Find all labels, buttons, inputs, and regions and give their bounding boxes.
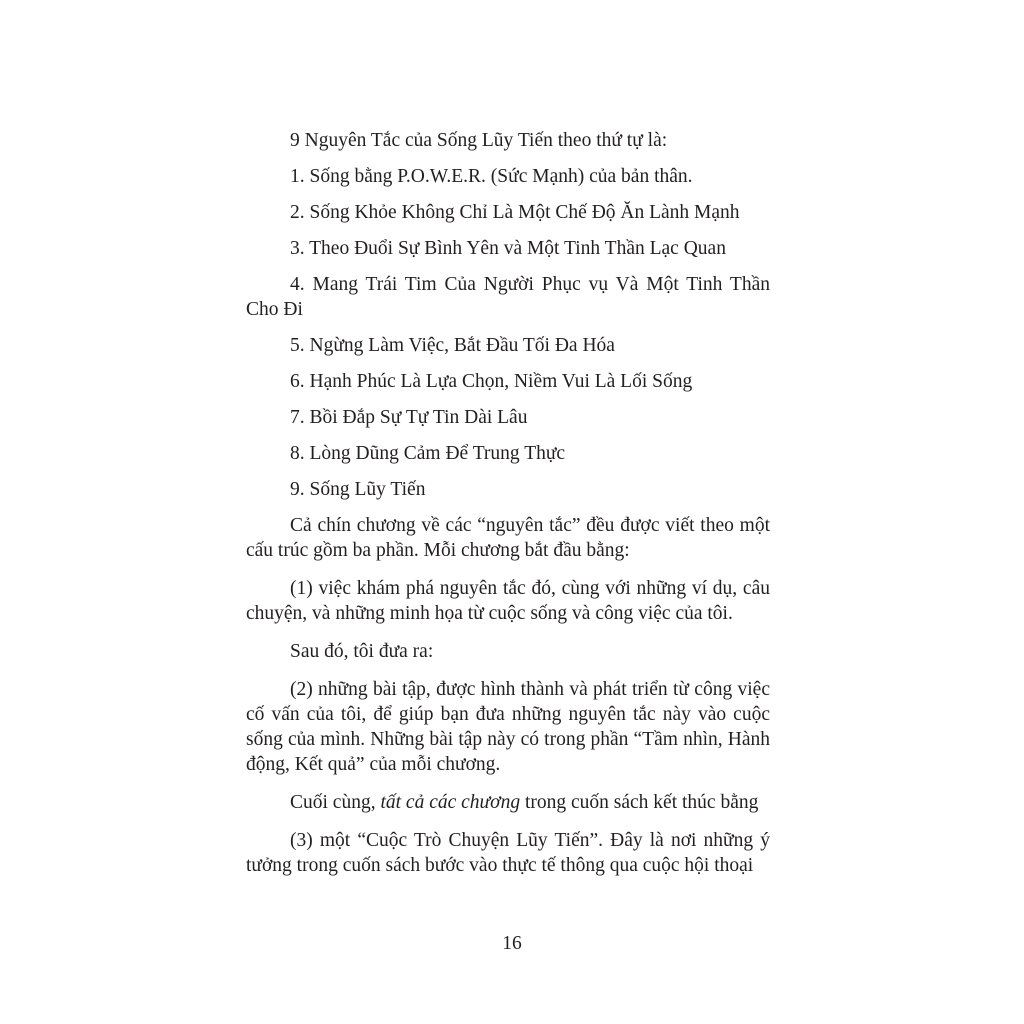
structure-paragraph: Cả chín chương về các “nguyên tắc” đều được viết theo một cấu trúc gồm ba phần. Mỗi chương bắt đầu bằng:	[246, 515, 770, 561]
finally-text-italic: tất cả các chương	[380, 792, 521, 813]
principle-item: 9. Sống Lũy Tiến	[290, 479, 426, 500]
principle-item: 2. Sống Khỏe Không Chỉ Là Một Chế Độ Ăn Lành Mạnh	[290, 202, 740, 223]
principle-item: 6. Hạnh Phúc Là Lựa Chọn, Niềm Vui Là Lối Sống	[290, 371, 693, 392]
part-one-paragraph: (1) việc khám phá nguyên tắc đó, cùng với những ví dụ, câu chuyện, và những minh họa từ cuộc sống và công việc của tôi.	[246, 578, 770, 624]
principle-item: 8. Lòng Dũng Cảm Để Trung Thực	[290, 443, 566, 464]
part-three-paragraph: (3) một “Cuộc Trò Chuyện Lũy Tiến”. Đây là nơi những ý tưởng trong cuốn sách bước vào thực tế thông qua cuộc hội thoại	[246, 830, 770, 876]
finally-paragraph	[246, 790, 770, 815]
principle-item: 5. Ngừng Làm Việc, Bắt Đầu Tối Đa Hóa	[290, 335, 615, 356]
finally-text-end: trong cuốn sách kết thúc bằng	[520, 792, 759, 813]
page-number: 16	[502, 933, 522, 954]
then-paragraph: Sau đó, tôi đưa ra:	[290, 641, 434, 662]
principle-item: 1. Sống bằng P.O.W.E.R. (Sức Mạnh) của bản thân.	[290, 166, 693, 187]
page-body	[246, 128, 770, 891]
intro-line: 9 Nguyên Tắc của Sống Lũy Tiến theo thứ tự là:	[290, 130, 668, 151]
part-two-paragraph: (2) những bài tập, được hình thành và phát triển từ công việc cố vấn của tôi, để giúp bạn đưa những nguyên tắc này vào cuộc sống của mình. Những bài tập này có trong phần “Tầm nhìn, Hành động, Kết quả” của mỗi chương.	[246, 679, 770, 775]
finally-text-start: Cuối cùng,	[290, 792, 381, 813]
principle-item: 4. Mang Trái Tim Của Người Phục vụ Và Một Tinh Thần Cho Đi	[246, 274, 770, 320]
principle-item: 3. Theo Đuổi Sự Bình Yên và Một Tinh Thần Lạc Quan	[290, 238, 726, 259]
principle-item: 7. Bồi Đắp Sự Tự Tin Dài Lâu	[290, 407, 528, 428]
